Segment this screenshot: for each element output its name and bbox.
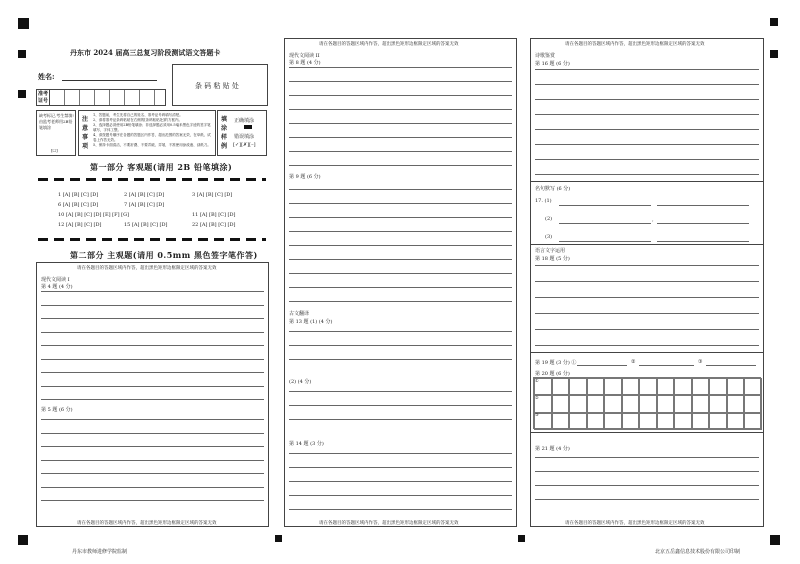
correct-label: 正确填涂 (234, 118, 255, 124)
mc-row[interactable] (58, 202, 98, 208)
mc-row[interactable] (124, 222, 167, 228)
mc-q10[interactable]: 10 [A] [B] [C] [D] [E] [F] [G] (58, 212, 130, 218)
grid-cell[interactable] (692, 413, 710, 430)
answer-line[interactable] (706, 365, 756, 366)
writing-line[interactable] (41, 386, 264, 387)
writing-line[interactable] (289, 273, 512, 274)
footer-left: 丹东市教师进修学院监制 (72, 549, 128, 555)
boundary-note: 请在各题目的答题区域内作答，超出黑色矩形边框限定区域的答案无效 (77, 266, 217, 271)
boundary-note: 请在各题目的答题区域内作答，超出黑色矩形边框限定区域的答案无效 (565, 521, 705, 526)
writing-line[interactable] (535, 345, 759, 346)
grid-cell[interactable] (692, 378, 710, 395)
question-label: 第 5 题 (6 分) (41, 407, 73, 413)
answer-area-col1 (36, 262, 269, 527)
question-label: 第 4 题 (4 分) (41, 284, 73, 290)
question-label: (3) (545, 234, 553, 240)
grid-cell[interactable] (587, 413, 605, 430)
notice-item: 4、请按题号顺序在各题的答题区内作答，超出范围的答案无效，在草纸、试卷上作答无效。 (93, 133, 211, 142)
writing-line[interactable] (41, 399, 264, 400)
grid-cell[interactable] (744, 413, 762, 430)
wrong-label: 错误填涂 (234, 134, 255, 140)
mc-row[interactable] (58, 222, 101, 228)
writing-line[interactable] (535, 457, 759, 458)
writing-line[interactable] (289, 331, 512, 332)
sample-label: 填涂样例 (221, 116, 228, 150)
grid-cell[interactable] (657, 395, 675, 412)
grid-cell[interactable] (674, 395, 692, 412)
writing-line[interactable] (289, 509, 512, 510)
writing-line[interactable] (535, 329, 759, 330)
notice-item: 2、请将准考证条码粘贴在右侧的[条码粘贴处]的方框内。 (93, 118, 182, 122)
mc-row[interactable] (192, 212, 235, 218)
barcode-label: 条 码 粘 贴 处 (195, 82, 239, 90)
writing-line[interactable] (289, 453, 512, 454)
mc-q1[interactable]: 1 [A] [B] [C] [D] (58, 192, 99, 198)
grid-cell[interactable] (727, 413, 745, 430)
writing-line[interactable] (289, 81, 512, 82)
answer-line[interactable] (639, 365, 694, 366)
writing-line[interactable] (289, 165, 512, 166)
grid-cell[interactable] (709, 413, 727, 430)
grid-cell[interactable] (622, 413, 640, 430)
writing-line[interactable] (289, 231, 512, 232)
writing-line[interactable] (289, 245, 512, 246)
grid-cell[interactable] (569, 413, 587, 430)
mc-row[interactable] (192, 192, 232, 198)
writing-line[interactable] (41, 460, 264, 461)
grid-cell[interactable] (552, 395, 570, 412)
mc-row[interactable] (58, 192, 98, 198)
grid-cell[interactable] (674, 378, 692, 395)
grid-marker: ② (535, 395, 539, 400)
mc-q2[interactable]: 2 [A] [B] [C] [D] (124, 192, 165, 198)
writing-line[interactable] (535, 485, 759, 486)
writing-line[interactable] (535, 265, 759, 266)
wrong-sample-icon: [✓][✗][–] (233, 142, 256, 148)
writing-line[interactable] (535, 129, 759, 130)
mc-q22[interactable]: 22 [A] [B] [C] [D] (192, 222, 236, 228)
grid-marker: ③ (535, 412, 539, 417)
writing-line[interactable] (41, 332, 264, 333)
answer-line[interactable] (657, 223, 749, 224)
absent-box (36, 110, 76, 156)
part1-title: 第一部分 客观题(请用 2B 铅笔填涂) (90, 162, 233, 172)
mc-q3[interactable]: 3 [A] [B] [C] [D] (192, 192, 233, 198)
registration-mark (518, 535, 525, 542)
notice-box (78, 110, 216, 156)
notice-item: 3、选择题必须使用2B铅笔填涂；非选择题必须用0.5毫米黑色字迹的签字笔填写，字体工整。 (93, 123, 211, 132)
writing-line[interactable] (289, 109, 512, 110)
writing-line[interactable] (41, 305, 264, 306)
answer-line[interactable] (559, 223, 651, 224)
footer-right: 北京五岳鑫信息技术股份有限公司印制 (655, 549, 741, 555)
registration-mark (18, 535, 28, 545)
writing-line[interactable] (289, 259, 512, 260)
registration-mark (770, 535, 780, 545)
writing-line[interactable] (289, 287, 512, 288)
writing-line[interactable] (289, 189, 512, 190)
writing-line[interactable] (535, 159, 759, 160)
grid-cell[interactable] (744, 378, 762, 395)
writing-line[interactable] (289, 391, 512, 392)
registration-mark (18, 50, 26, 58)
grid-marker: ① (535, 378, 539, 383)
writing-line[interactable] (535, 313, 759, 314)
writing-line[interactable] (41, 372, 264, 373)
grid-cell[interactable] (569, 395, 587, 412)
notice-item: 1、答题前，考生先将自己的姓名、准考证号码填写清楚。 (93, 113, 183, 117)
writing-line[interactable] (289, 481, 512, 482)
absent-text: 缺考标记,考生禁填!由监考老师用2B铅笔填涂 (39, 113, 74, 130)
section-label: 古文翻译 (289, 311, 310, 317)
writing-line[interactable] (535, 297, 759, 298)
character-grid[interactable] (533, 377, 761, 429)
registration-mark (770, 50, 778, 58)
section-divider (531, 352, 763, 353)
barcode-box (172, 64, 268, 106)
notice-label: 注意事项 (82, 116, 89, 150)
question-label: 第 8 题 (4 分) (289, 60, 321, 66)
writing-line[interactable] (535, 499, 759, 500)
dashed-divider (38, 238, 266, 241)
question-label: 第 13 题 (1) (4 分) (289, 319, 333, 325)
writing-line[interactable] (289, 467, 512, 468)
mc-q11[interactable]: 11 [A] [B] [C] [D] (192, 212, 236, 218)
grid-cell[interactable] (569, 378, 587, 395)
grid-cell[interactable] (657, 378, 675, 395)
name-label: 姓名: (38, 72, 55, 81)
part2-title: 第二部分 主观题(请用 0.5mm 黑色签字笔作答) (70, 250, 258, 260)
section-divider (531, 432, 763, 433)
writing-line[interactable] (289, 495, 512, 496)
name-field[interactable] (62, 80, 157, 81)
writing-line[interactable] (535, 99, 759, 100)
answer-area-col2 (284, 38, 517, 527)
registration-mark (18, 90, 26, 98)
section-label: 现代文阅读 II (289, 53, 320, 59)
registration-mark (18, 18, 29, 29)
writing-line[interactable] (289, 137, 512, 138)
mc-q6[interactable]: 6 [A] [B] [C] [D] (58, 202, 99, 208)
grid-cell[interactable] (639, 413, 657, 430)
question-label: 第 9 题 (6 分) (289, 174, 321, 180)
question-label: 第 18 题 (5 分) (535, 256, 570, 262)
writing-line[interactable] (41, 345, 264, 346)
writing-line[interactable] (289, 95, 512, 96)
writing-line[interactable] (289, 359, 512, 360)
grid-cell[interactable] (604, 413, 622, 430)
writing-line[interactable] (41, 473, 264, 474)
sample-box (217, 110, 267, 156)
mc-q15[interactable]: 15 [A] [B] [C] [D] (124, 222, 168, 228)
question-label: 第 14 题 (3 分) (289, 441, 324, 447)
answer-line[interactable] (657, 205, 749, 206)
question-label: 17. (1) (535, 198, 552, 204)
writing-line[interactable] (535, 281, 759, 282)
grid-cell[interactable] (727, 395, 745, 412)
question-label: (2) (4 分) (289, 379, 312, 385)
grid-cell[interactable] (709, 378, 727, 395)
answer-line[interactable] (657, 241, 749, 242)
comma: , (652, 217, 654, 223)
writing-line[interactable] (289, 217, 512, 218)
dashed-divider (38, 178, 266, 181)
writing-line[interactable] (289, 123, 512, 124)
writing-line[interactable] (535, 471, 759, 472)
answer-line[interactable] (559, 205, 651, 206)
boundary-note: 请在各题目的答题区域内作答，超出黑色矩形边框限定区域的答案无效 (319, 42, 459, 47)
grid-cell[interactable] (587, 378, 605, 395)
mc-row[interactable] (124, 202, 164, 208)
writing-line[interactable] (289, 151, 512, 152)
writing-line[interactable] (535, 114, 759, 115)
section-divider (531, 181, 763, 182)
writing-line[interactable] (289, 203, 512, 204)
grid-cell[interactable] (622, 395, 640, 412)
grid-cell[interactable] (552, 413, 570, 430)
zkz-box[interactable] (36, 89, 166, 106)
writing-line[interactable] (41, 500, 264, 501)
mc-q7[interactable]: 7 [A] [B] [C] [D] (124, 202, 165, 208)
grid-cell[interactable] (622, 378, 640, 395)
boundary-note: 请在各题目的答题区域内作答，超出黑色矩形边框限定区域的答案无效 (319, 521, 459, 526)
writing-line[interactable] (289, 345, 512, 346)
grid-cell[interactable] (692, 395, 710, 412)
section-divider (531, 244, 763, 245)
zkz-label: 准考证号 (38, 91, 49, 104)
mc-q12[interactable]: 12 [A] [B] [C] [D] (58, 222, 102, 228)
mc-row[interactable] (124, 192, 164, 198)
registration-mark (275, 535, 282, 542)
writing-line[interactable] (289, 67, 512, 68)
writing-line[interactable] (41, 291, 264, 292)
grid-cell[interactable] (604, 378, 622, 395)
question-label: 第 20 题 (6 分) (535, 371, 570, 377)
grid-cell[interactable] (709, 395, 727, 412)
writing-line[interactable] (535, 69, 759, 70)
writing-line[interactable] (41, 487, 264, 488)
writing-line[interactable] (289, 301, 512, 302)
mc-row[interactable] (192, 222, 235, 228)
sheet-title: 丹东市 2024 届高三总复习阶段测试语文答题卡 (70, 48, 221, 57)
writing-line[interactable] (535, 84, 759, 85)
grid-cell[interactable] (744, 395, 762, 412)
question-label: ③ (698, 359, 703, 365)
notice-items (93, 113, 214, 148)
writing-line[interactable] (41, 419, 264, 420)
grid-cell[interactable] (552, 378, 570, 395)
absent-checkbox[interactable]: [☐] (51, 148, 58, 153)
writing-line[interactable] (535, 174, 759, 175)
question-label: 第 16 题 (6 分) (535, 61, 570, 67)
question-label: ② (631, 359, 636, 365)
mc-row[interactable] (58, 212, 129, 218)
notice-item: 5、保持卡面清洁，不要折叠、不要弄破、弄皱，不准使用涂改液、刮纸刀。 (93, 143, 211, 147)
grid-cell[interactable] (657, 413, 675, 430)
question-label: 第 21 题 (4 分) (535, 446, 570, 452)
writing-line[interactable] (41, 433, 264, 434)
question-label: (2) (545, 216, 553, 222)
answer-line[interactable] (559, 241, 651, 242)
grid-cell[interactable] (639, 395, 657, 412)
registration-mark (770, 18, 778, 26)
section-label: 诗歌鉴赏 (535, 53, 556, 59)
answer-line[interactable] (577, 365, 627, 366)
question-label: 第 19 题 (3 分) ① (535, 360, 577, 366)
correct-sample-icon (244, 125, 252, 129)
section-label: 语言文字运用 (535, 248, 566, 254)
grid-cell[interactable] (587, 395, 605, 412)
section-label: 现代文阅读 I (41, 277, 70, 283)
writing-line[interactable] (41, 359, 264, 360)
answer-area-col3 (530, 38, 764, 527)
section-label: 名句默写 (6 分) (535, 186, 571, 192)
writing-line[interactable] (41, 318, 264, 319)
grid-cell[interactable] (727, 378, 745, 395)
boundary-note: 请在各题目的答题区域内作答，超出黑色矩形边框限定区域的答案无效 (77, 521, 217, 526)
writing-line[interactable] (41, 446, 264, 447)
grid-cell[interactable] (639, 378, 657, 395)
writing-line[interactable] (289, 419, 512, 420)
writing-line[interactable] (535, 144, 759, 145)
grid-cell[interactable] (674, 413, 692, 430)
grid-cell[interactable] (604, 395, 622, 412)
boundary-note: 请在各题目的答题区域内作答，超出黑色矩形边框限定区域的答案无效 (565, 42, 705, 47)
writing-line[interactable] (289, 405, 512, 406)
